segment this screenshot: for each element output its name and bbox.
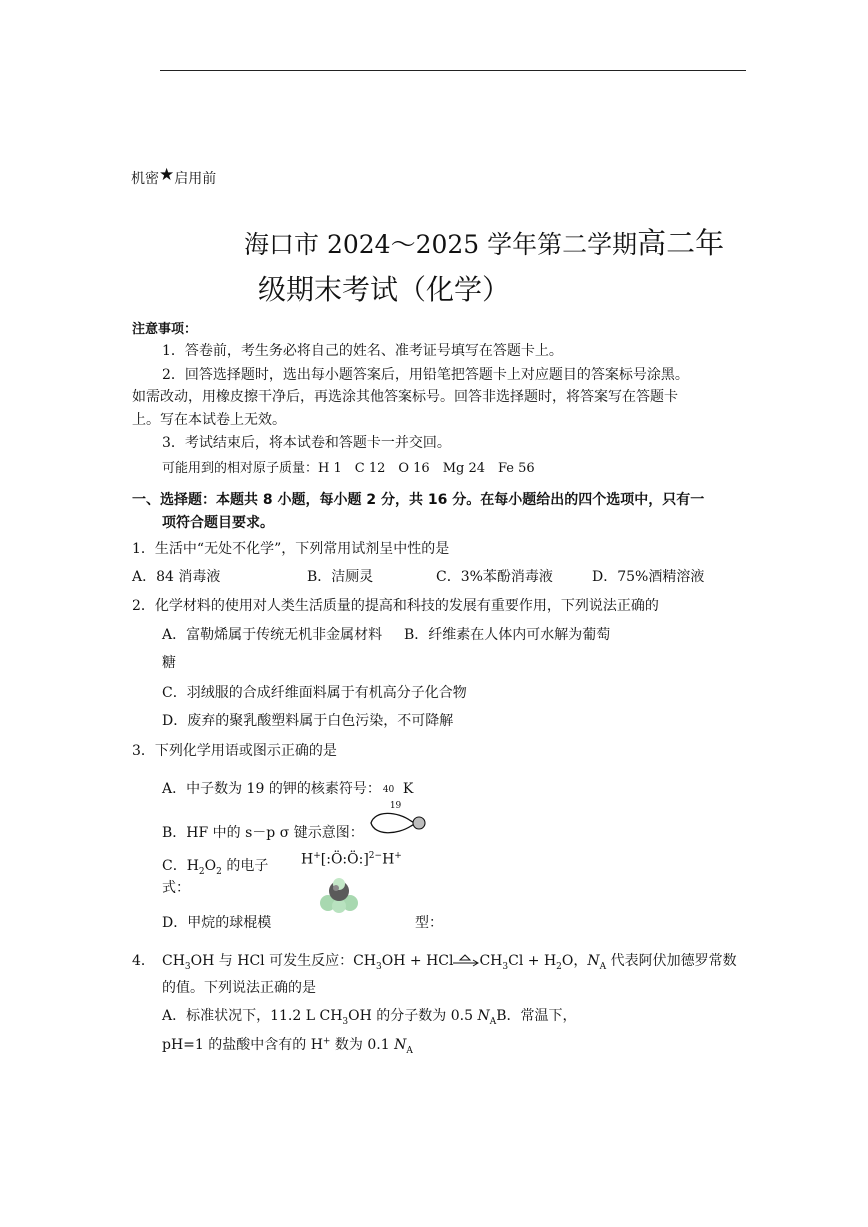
notice-item-3: 3．考试结束后，将本试卷和答题卡一并交回。 [162, 435, 451, 451]
q2-stem: 2．化学材料的使用对人类生活质量的提高和科技的发展有重要作用，下列说法正确的 [132, 598, 659, 614]
q3-option-c: C．$H_2O_2$ 的电子 [162, 858, 269, 877]
mass-number: 40 [382, 785, 395, 795]
q2-option-b: B．纤维素在人体内可水解为葡萄 [404, 627, 611, 643]
atomic-number: 19 [389, 801, 402, 811]
section1-heading-line2: 项符合题目要求。 [162, 515, 274, 531]
q3-option-d: D．甲烷的球棍模 [162, 915, 272, 931]
notice-item-2-line2: 如需改动，用橡皮擦干净后，再选涂其他答案标号。回答非选择题时，将答案写在答题卡 [132, 389, 678, 405]
q3-option-b: B．HF 中的 s－p σ 键示意图： [162, 825, 364, 841]
q1-option-d: D．75%酒精溶液 [592, 569, 705, 585]
q4-stem-line2: 的值。下列说法正确的是 [162, 980, 316, 996]
q2-option-c: C．羽绒服的合成纤维面料属于有机高分子化合物 [162, 685, 467, 701]
q1-stem: 1．生活中“无处不化学”，下列常用试剂呈中性的是 [132, 541, 450, 557]
s-p-sigma-orbital-diagram [367, 808, 429, 838]
star-icon: ★ [159, 165, 175, 185]
notice-item-1: 1．答卷前，考生务必将自己的姓名、准考证号填写在答题卡上。 [162, 343, 563, 359]
q2-option-a: A．富勒烯属于传统无机非金属材料 [162, 627, 383, 643]
q3-stem: 3．下列化学用语或图示正确的是 [132, 743, 337, 759]
q1-option-b: B．洁厕灵 [307, 569, 374, 585]
q4-stem: $CH_3OH$ 与 HCl 可发生反应：$CH_3OH$ + HCl $CH_3Cl + H_2O$，$N_A$ 代表阿伏加德罗常数 [162, 953, 737, 972]
atomic-masses: 可能用到的相对原子质量：H 1 C 12 O 16 Mg 24 Fe 56 [162, 461, 535, 476]
h2o2-electron-formula: H+[:Ö:Ö:]$^{2-}$H+ [301, 851, 402, 868]
exam-title-line1: 海口市 2024～2025 学年第二学期高二年 [244, 226, 725, 260]
q4-option-a: A．标准状况下，11.2 L $CH_3OH$ 的分子数为 0.5 $N_AB$．常温下， [162, 1008, 577, 1027]
notice-item-2-line3: 上。写在本试卷上无效。 [132, 412, 286, 428]
q1-option-a: A．84 消毒液 [132, 569, 221, 585]
heat-arrow-icon [453, 954, 479, 968]
section1-heading-line1: 一、选择题：本题共 8 小题，每小题 2 分，共 16 分。在每小题给出的四个选项中，只有一 [132, 492, 705, 508]
q4-option-b: pH=1 的盐酸中含有的 H+ 数为 0.1 $N_A$ [162, 1036, 413, 1056]
q4-number: 4． [132, 953, 155, 969]
notice-heading: 注意事项： [132, 322, 198, 337]
q3-option-d-end: 型： [415, 915, 443, 931]
confidential-label: 机密★启用前 [131, 165, 217, 187]
q1-option-c: C．3%苯酚消毒液 [436, 569, 553, 585]
q3-option-c-wrap: 式： [162, 880, 190, 896]
notice-item-2-line1: 2．回答选择题时，选出每小题答案后，用铅笔把答题卡上对应题目的答案标号涂黑。 [162, 367, 689, 383]
q3-option-a: A．中子数为 19 的钾的核素符号： 40 19 K [162, 781, 414, 811]
q2-option-b-wrap: 糖 [162, 655, 176, 671]
q2-option-d: D．废弃的聚乳酸塑料属于白色污染，不可降解 [162, 713, 454, 729]
methane-ball-model [316, 876, 362, 914]
top-rule [160, 70, 746, 71]
exam-title-line2: 级期末考试（化学） [258, 273, 511, 306]
